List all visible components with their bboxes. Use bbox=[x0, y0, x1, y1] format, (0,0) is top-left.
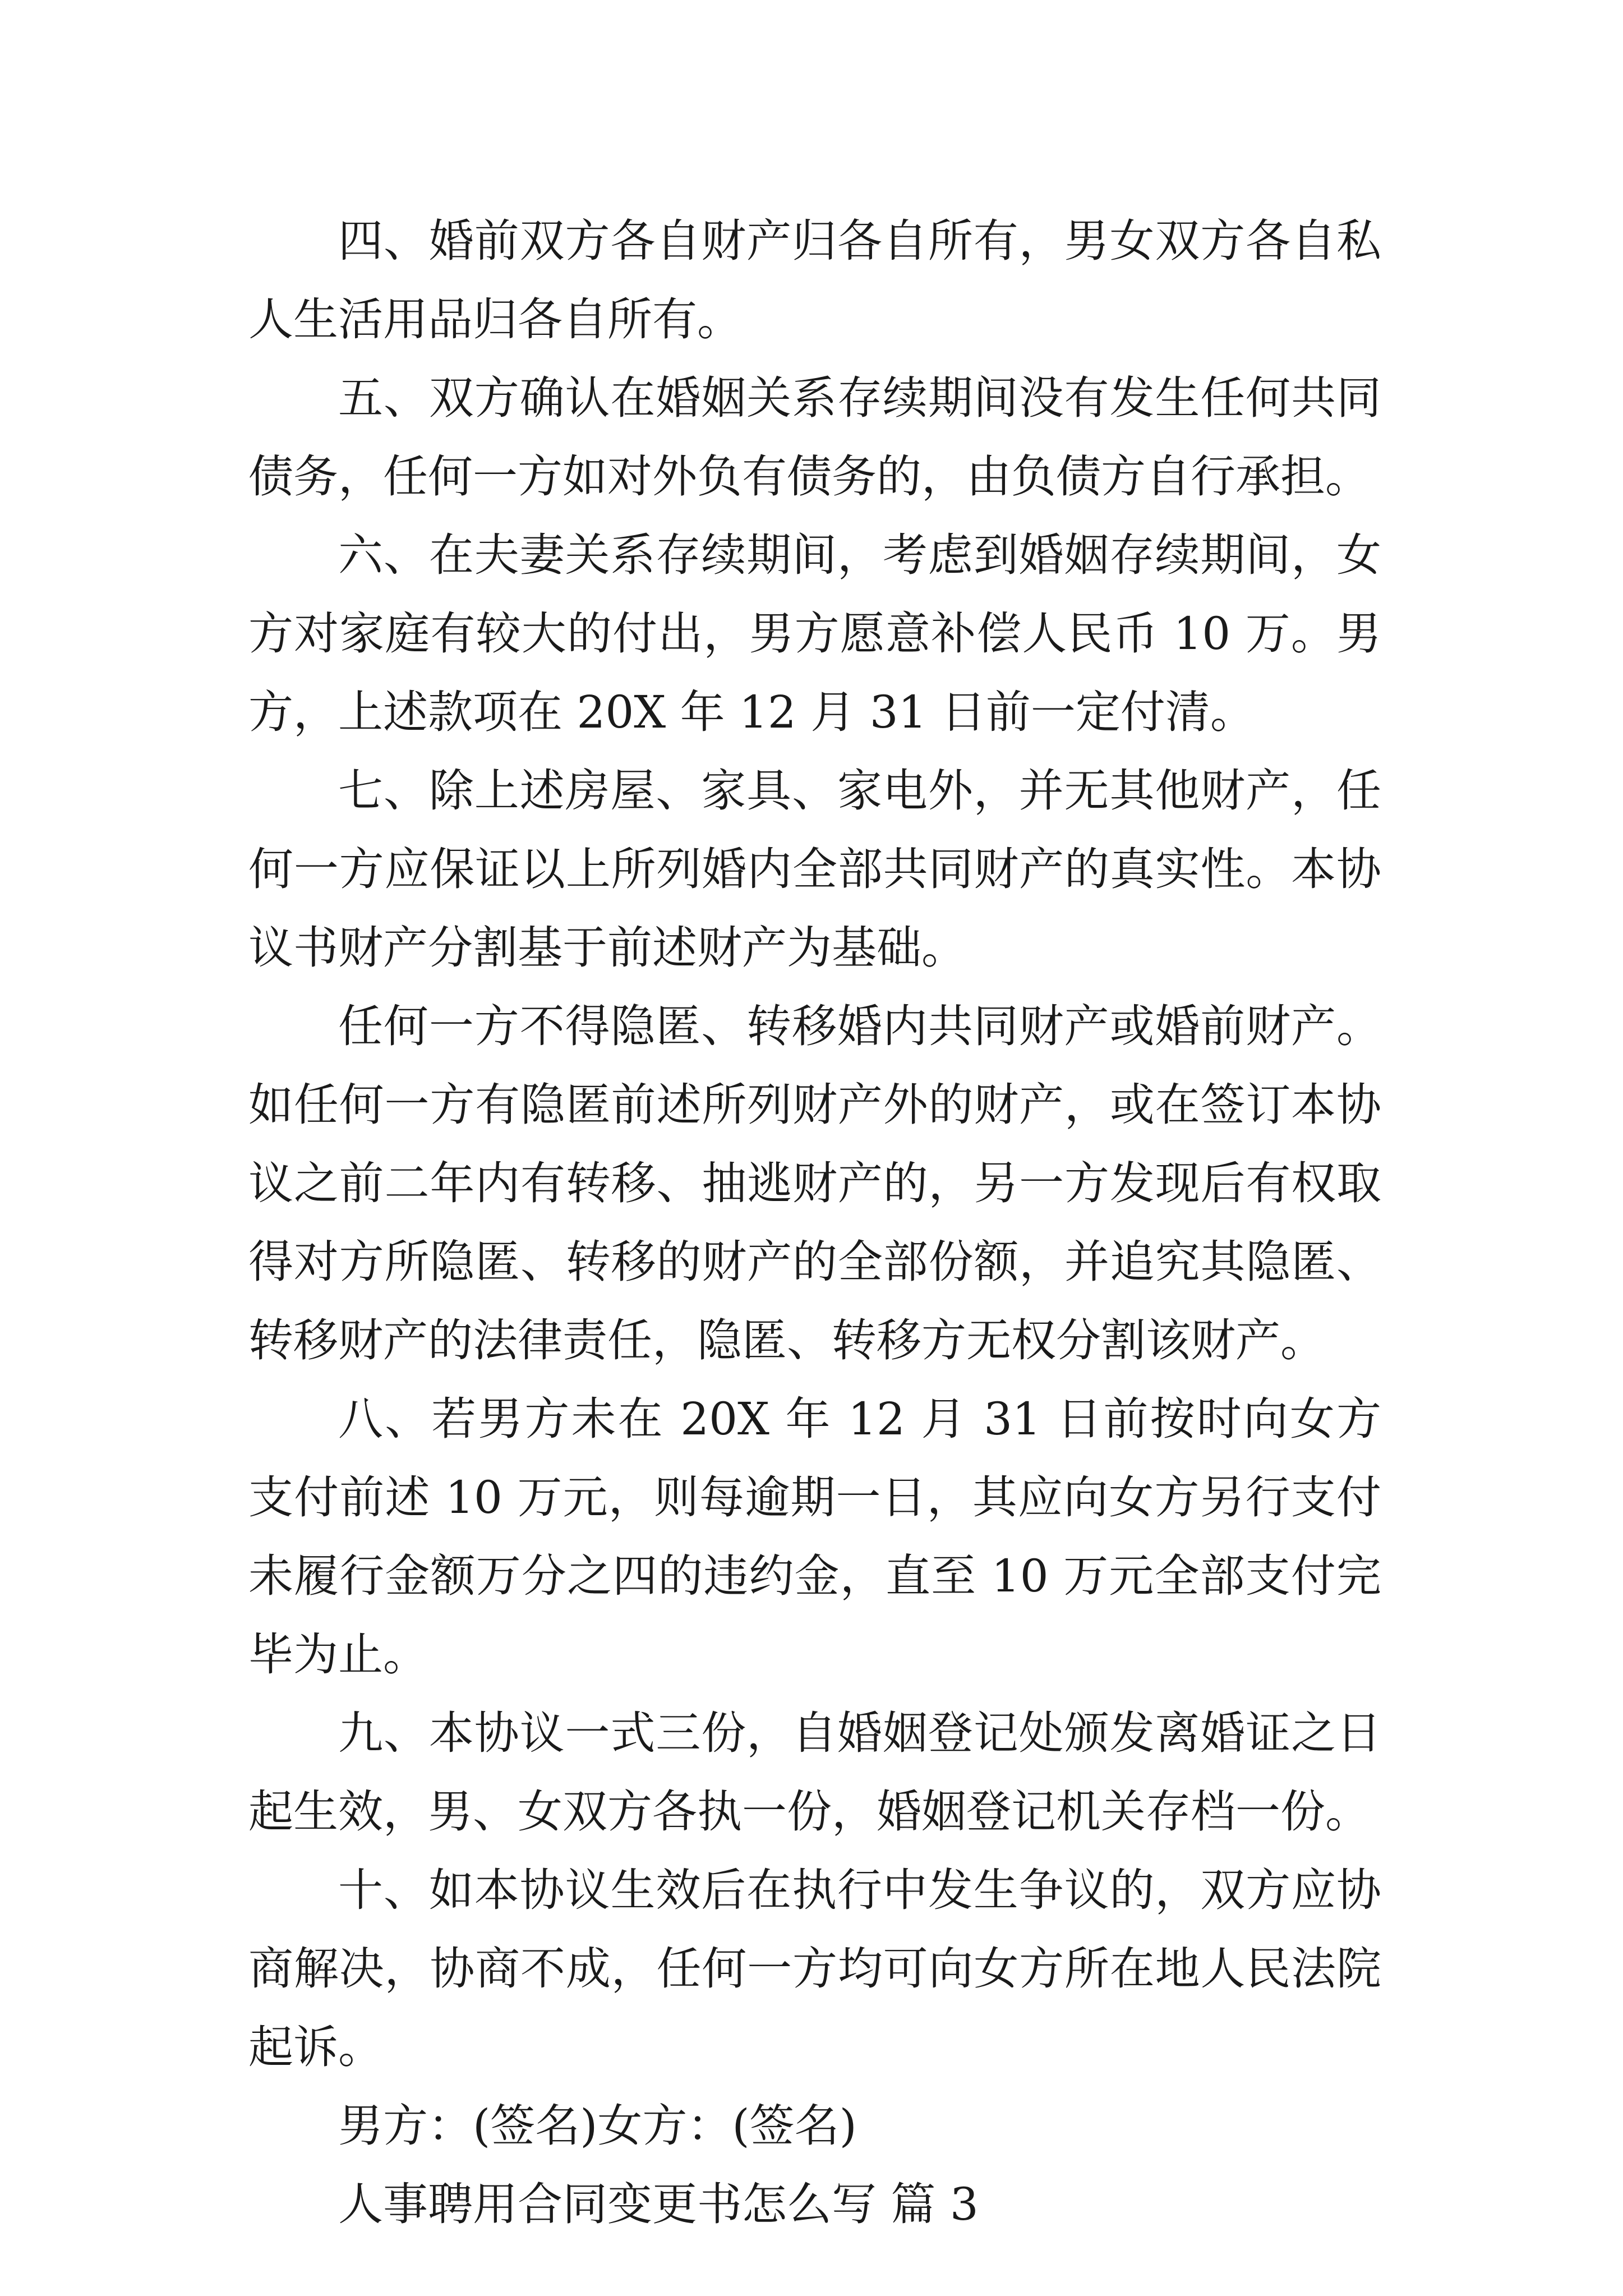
concealment-paragraph: 任何一方不得隐匿、转移婚内共同财产或婚前财产。如任何一方有隐匿前述所列财产外的财产，或在签订本协议之前二年内有转移、抽逃财产的，另一方发现后有权取得对方所隐匿、转移的财产的全部份额，并追究其隐匿、转移财产的法律责任，隐匿、转移方无权分割该财产。 bbox=[248, 1000, 1381, 1366]
clause-5-paragraph: 五、双方确认在婚姻关系存续期间没有发生任何共同债务，任何一方如对外负有债务的，由负债方自行承担。 bbox=[248, 372, 1381, 503]
clause-9-paragraph: 九、本协议一式三份，自婚姻登记处颁发离婚证之日起生效，男、女双方各执一份，婚姻登记机关存档一份。 bbox=[248, 1707, 1381, 1838]
document-body bbox=[248, 202, 1381, 2244]
clause-7-paragraph: 七、除上述房屋、家具、家电外，并无其他财产，任何一方应保证以上所列婚内全部共同财产的真实性。本协议书财产分割基于前述财产为基础。 bbox=[248, 765, 1381, 974]
signature-line: 男方：(签名)女方：(签名) bbox=[338, 2100, 857, 2152]
clause-6-paragraph: 六、在夫妻关系存续期间，考虑到婚姻存续期间，女方对家庭有较大的付出，男方愿意补偿人民币 10 万。男方，上述款项在 20X 年 12 月 31 日前一定付清。 bbox=[248, 529, 1381, 738]
next-section-heading: 人事聘用合同变更书怎么写 篇 3 bbox=[338, 2178, 979, 2230]
clause-8-paragraph: 八、若男方未在 20X 年 12 月 31 日前按时向女方支付前述 10 万元，则每逾期一日，其应向女方另行支付未履行金额万分之四的违约金，直至 10 万元全部支付完毕为止。 bbox=[248, 1393, 1381, 1681]
clause-10-paragraph: 十、如本协议生效后在执行中发生争议的，双方应协商解决，协商不成，任何一方均可向女方所在地人民法院起诉。 bbox=[248, 1864, 1381, 2073]
clause-4-paragraph: 四、婚前双方各自财产归各自所有，男女双方各自私人生活用品归各自所有。 bbox=[248, 215, 1381, 346]
